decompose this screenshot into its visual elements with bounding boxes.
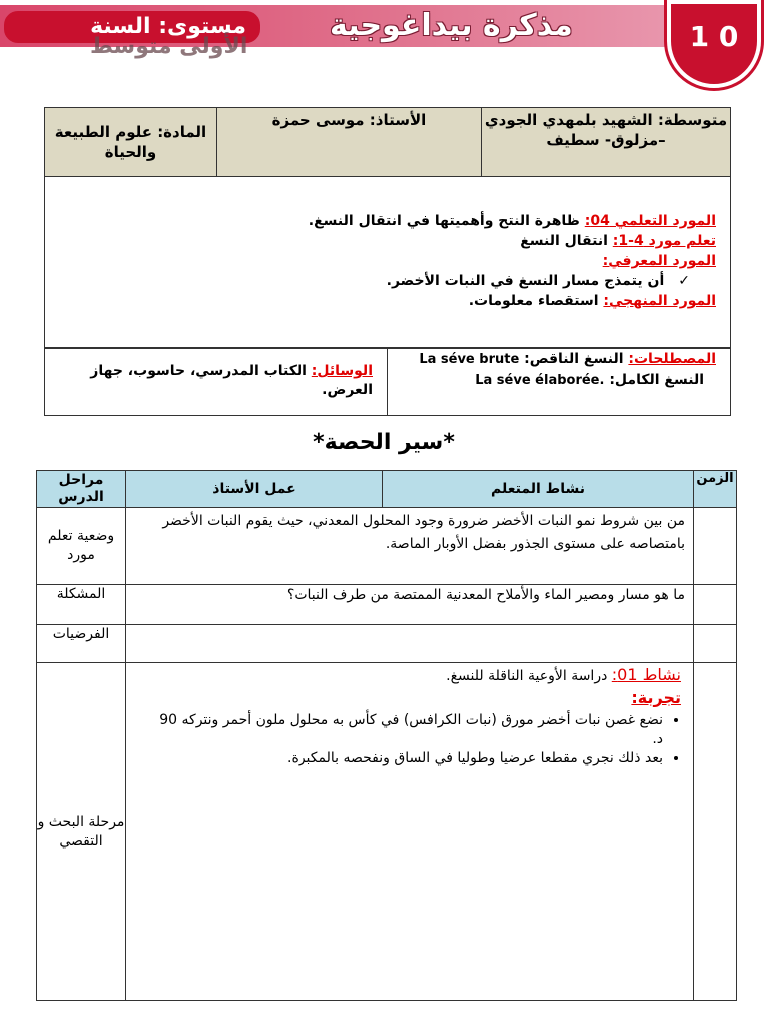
activity-label: نشاط 01: (611, 665, 681, 684)
term2-ar: النسغ الكامل: (604, 372, 704, 388)
header-learner-activity-label: نشاط المتعلم (491, 481, 585, 497)
resource-row (45, 177, 731, 349)
header-teacher-work (126, 471, 383, 508)
stage-label: المشكلة (56, 586, 106, 602)
resource-text: ظاهرة النتح وأهميتها في انتقال النسغ. (308, 213, 585, 229)
badge-number: 1 0 (689, 20, 739, 53)
lesson-header-row (37, 471, 737, 508)
check-icon: ✓ (678, 273, 690, 289)
subject: المادة: علوم الطبيعة والحياة (54, 123, 207, 161)
knowledge-line (53, 251, 716, 271)
teacher: الأستاذ: موسى حمزة (271, 111, 427, 129)
knowledge-label: المورد المعرفي: (602, 253, 716, 269)
term1-ar: النسغ الناقص: (519, 351, 629, 367)
resource-label: المورد التعلمي 04: (584, 213, 716, 229)
lesson-row (37, 625, 737, 663)
method-text: استقصاء معلومات. (468, 293, 604, 309)
lesson-table (36, 470, 737, 1001)
resource-cell (45, 177, 731, 349)
school-cell (482, 108, 731, 177)
term1-fr: La séve brute (419, 352, 520, 367)
activity-text: دراسة الأوعية الناقلة للنسغ. (446, 668, 612, 684)
stage-label: وضعية تعلم مورد (47, 528, 115, 563)
school: متوسطة: الشهيد بلمهدي الجودي –مزلوق- سطيف (484, 111, 728, 149)
tools-cell (45, 348, 388, 416)
header-stages-label: مراحل الدرس (58, 472, 104, 505)
time-cell (694, 508, 737, 585)
time-cell (694, 585, 737, 625)
header-stages (37, 471, 126, 508)
section-title: *سير الحصة* (313, 430, 455, 455)
experiment-title (150, 688, 681, 709)
tools-text: الكتاب المدرسي، حاسوب، جهاز العرض. (90, 363, 373, 398)
resource-line (53, 211, 716, 231)
lesson-row (37, 663, 737, 1001)
stage-label: الفرضيات (52, 626, 110, 642)
stage-cell (37, 585, 126, 625)
tools-terms-table (44, 347, 731, 416)
stage-cell (37, 508, 126, 585)
teacher-cell (217, 108, 482, 177)
lesson-number-badge (667, 0, 761, 88)
header-time-label: الزمن (696, 471, 734, 486)
experiment-step: • نضع غصن نبات أخضر مورق (نبات الكرافس) في كأس به محلول ملون أحمر ونتركه 90 د. (150, 711, 663, 749)
content-text: من بين شروط نمو النبات الأخضر ضرورة وجود المحلول المعدني، حيث يقوم النبات الأخضر بامتصاصه على مستوى الجذور بفضل الأوبار الماصة. (162, 513, 685, 552)
experiment-steps (150, 711, 681, 768)
experiment-step: • بعد ذلك نجري مقطعا عرضيا وطوليا في الساق ونفحصه بالمكبرة. (150, 749, 663, 768)
stage-cell (37, 663, 126, 1001)
stage-cell (37, 625, 126, 663)
learning-line (53, 231, 716, 251)
memo-title: مذكرة بيداغوجية (330, 8, 573, 43)
knowledge-item (53, 271, 716, 291)
term1-line (394, 349, 716, 370)
content-text: ما هو مسار ومصير الماء والأملاح المعدنية الممتصة من طرف النبات؟ (286, 587, 685, 603)
content-cell (126, 508, 694, 585)
subject-cell (45, 108, 217, 177)
learning-label: تعلم مورد 4-1: (612, 233, 716, 249)
lesson-row (37, 508, 737, 585)
tools-terms-row (45, 348, 731, 416)
activity-title (150, 665, 681, 686)
term2-line (394, 370, 716, 391)
stage-label: مرحلة البحث والتقصي (37, 813, 125, 849)
activity-cell (126, 663, 694, 1001)
content-cell (126, 585, 694, 625)
method-line (53, 291, 716, 311)
lesson-row (37, 585, 737, 625)
header-time (694, 471, 737, 508)
terms-label: المصطلحات: (628, 351, 716, 367)
time-cell (694, 625, 737, 663)
info-table (44, 107, 731, 349)
term2-fr: La séve élaborée. (475, 373, 605, 388)
method-label: المورد المنهجي: (603, 293, 716, 309)
info-header-row (45, 108, 731, 177)
terms-cell (388, 348, 731, 416)
time-cell (694, 663, 737, 1001)
experiment-label: تجربة: (631, 688, 681, 707)
learning-text: انتقال النسغ (520, 233, 613, 249)
level-overflow-text: الأولى متوسط (90, 34, 248, 59)
knowledge-item-text: أن يتمذج مسار النسغ في النبات الأخضر. (386, 273, 665, 289)
content-cell (126, 625, 694, 663)
header-teacher-work-label: عمل الأستاذ (212, 481, 296, 497)
header-learner-activity (383, 471, 694, 508)
tools-label: الوسائل: (311, 363, 373, 379)
level-text: مستوى: السنة (90, 14, 246, 39)
